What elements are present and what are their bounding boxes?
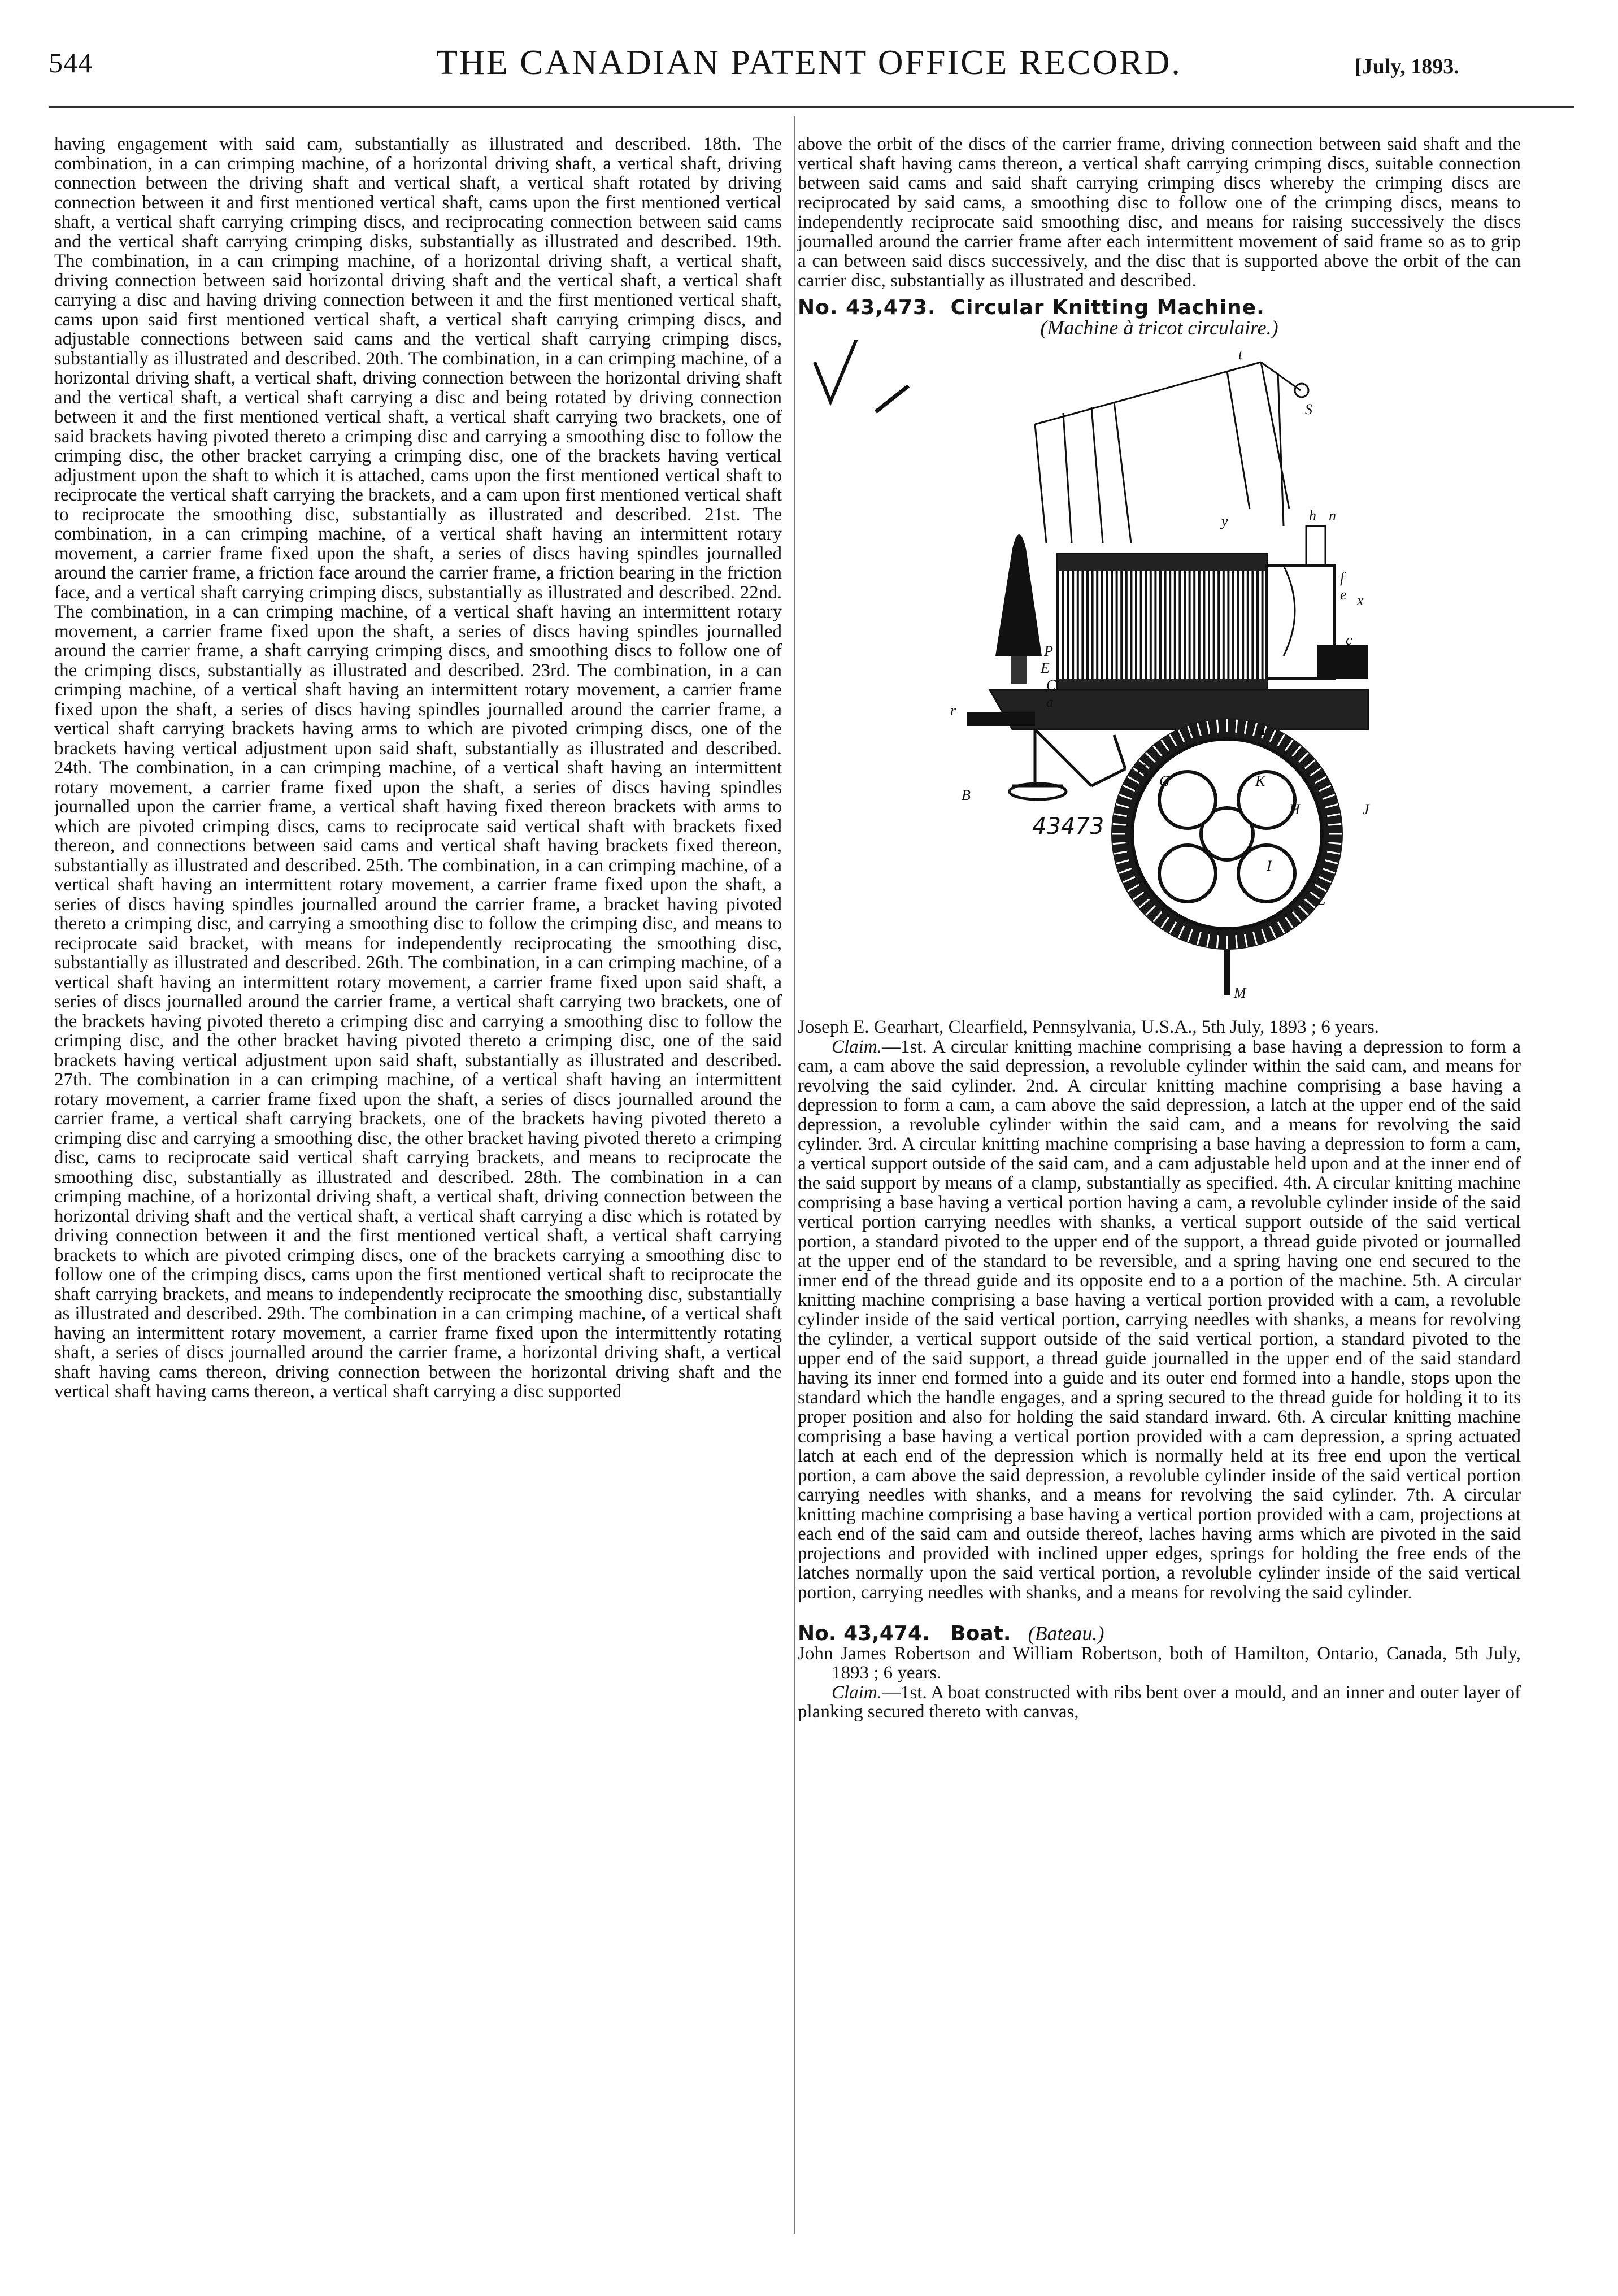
- needle-cylinder: [1058, 554, 1267, 695]
- pen-stroke-mark: [876, 386, 908, 412]
- figure-label: F: [1137, 762, 1146, 778]
- figure-label: M: [1234, 985, 1246, 1001]
- figure-label: B: [962, 787, 971, 803]
- figure-label: J: [1363, 801, 1369, 817]
- claim-label: Claim.: [832, 1036, 882, 1057]
- figure-label: n: [1329, 507, 1336, 524]
- column-divider: [794, 116, 795, 2234]
- figure-label: A: [1188, 725, 1197, 741]
- figure-label: H: [1289, 801, 1300, 817]
- clamp-legs: [1010, 729, 1125, 799]
- figure-label: K: [1255, 773, 1265, 789]
- patent-inventor: Joseph E. Gearhart, Clearfield, Pennsylvania, U.S.A., 5th July, 1893 ; 6 years.: [798, 1017, 1379, 1037]
- claim-label: Claim.: [832, 1682, 882, 1703]
- figure-label: f: [1340, 569, 1345, 586]
- checkmark-icon: [815, 340, 859, 402]
- figure-label: x: [1357, 592, 1364, 608]
- patent-claims: [798, 1683, 1521, 1722]
- figure-label: G: [1159, 773, 1170, 789]
- patent-heading-43473: [798, 298, 1521, 318]
- knitting-machine-drawing: [798, 340, 1521, 1017]
- figure-label: a: [1046, 694, 1054, 710]
- figure-label: S: [1305, 401, 1312, 418]
- yarn-cone: [995, 534, 1042, 656]
- patent-title: Boat.: [950, 1622, 1011, 1645]
- figure-label: h: [1309, 507, 1316, 524]
- thread-guide-frame: [1035, 362, 1301, 543]
- figure-label: t: [1238, 346, 1243, 363]
- figure-label: r: [950, 702, 956, 719]
- patent-number: No. 43,473.: [798, 296, 936, 319]
- left-column-text: having engagement with said cam, substantially as illustrated and described. 18th. The combination, in a can crimping machine, of a horizontal driving shaft, a vertical shaft, driving connection between the driving shaft and vertical shaft, a vertical shaft rotated by driving connection between it and first mentioned vertical shaft, cams upon the first mentioned vertical shaft, a vertical shaft carrying crimping discs, and reciprocating connection between said cams and the vertical shaft carrying crimping disks, substantially as illustrated and described. 19th. The combination, in a can crimping machine, of a horizontal driving shaft, a vertical shaft, driving connection between said horizontal driving shaft and the vertical shaft, a vertical shaft carrying a disc and having driving connection between it and the first mentioned vertical shaft, cams upon said first mentioned vertical shaft, a vertical shaft carrying crimping discs, and adjustable connections between said cams and the vertical shaft carrying crimping discs, substantially as illustrated and described. 20th. The combination, in a can crimping machine, of a horizontal driving shaft, a vertical shaft, driving connection between the horizontal driving shaft and the vertical shaft, a vertical shaft carrying a disc and being rotated by driving connection between it and the first mentioned vertical shaft, a vertical shaft carrying two brackets, one of said brackets having pivoted thereto a crimping disc and carrying a smoothing disc to follow the crimping disc, the other bracket carrying a crimping disc, one of the brackets having vertical adjustment upon the shaft to which it is attached, cams upon the first mentioned vertical shaft to reciprocate the vertical shaft carrying the brackets, and a cam upon first mentioned vertical shaft to reciprocate the smoothing disc, substantially as illustrated and described. 21st. The combination, in a can crimping machine, of a vertical shaft having an intermittent rotary movement, a carrier frame fixed upon the shaft, a series of discs having spindles journalled around the carrier frame, a friction face around the carrier frame, a friction bearing in the friction face, and a vertical shaft carrying crimping discs, substantially as illustrated and described. 22nd. The combination, in a can crimping machine, of a vertical shaft having an intermittent rotary movement, a carrier frame fixed upon the shaft, a series of discs having spindles journalled around the carrier frame, a shaft carrying crimping discs, and smoothing discs to follow one of the crimping discs, substantially as illustrated and described. 23rd. The combination, in a can crimping machine, of a vertical shaft having an intermittent rotary movement, a carrier frame fixed upon the shaft, a series of discs having spindles journalled around the carrier frame, a vertical shaft carrying brackets having arms to which are pivoted crimping discs, one of the brackets having vertical adjustment upon said shaft, substantially as illustrated and described. 24th. The combination, in a can crimping machine, of a vertical shaft having an intermittent rotary movement, a carrier frame fixed upon the shaft, a series of discs having spindles journalled upon the carrier frame, a vertical shaft having fixed thereon brackets with arms to which are pivoted crimping discs, cams to reciprocate said vertical shaft with brackets fixed thereon, and connections between said cams and vertical shaft having brackets fixed thereon, substantially as illustrated and described. 25th. The combination, in a can crimping machine, of a vertical shaft having an intermittent rotary movement, a carrier frame fixed upon the shaft, a series of discs having spindles journalled around the carrier frame, a bracket having pivoted thereto a crimping disc, and carrying a smoothing disc to follow the crimping disc, and means to reciprocate said bracket, with means for independently reciprocating the smoothing disc, substantially as illustrated and described. 26th. The combination, in a can crimping machine, of a vertical shaft having an intermittent rotary movement, a carrier frame fixed upon said shaft, a series of discs journalled around the carrier frame, a vertical shaft carrying two brackets, one of the brackets having pivoted thereto a crimping disc and carrying a smoothing disc to follow the crimping disc, and the other bracket having pivoted thereto a crimping disc, one of the said brackets having vertical adjustment upon said shaft, substantially as illustrated and described. 27th. The combination in a can crimping machine, of a vertical shaft having an intermittent rotary movement, a carrier frame fixed upon the shaft, a series of discs journalled around the carrier frame, a vertical shaft carrying brackets, one of the brackets having pivoted thereto a crimping disc and carrying a smoothing disc, the other bracket having pivoted thereto a crimping disc, cams to reciprocate said vertical shaft carrying brackets, and means to reciprocate the smoothing disc, substantially as illustrated and described. 28th. The combination in a can crimping machine, of a horizontal driving shaft, a vertical shaft, driving connection between the horizontal driving shaft and the vertical shaft, a vertical shaft carrying a disc which is rotated by driving connection between it and the first mentioned vertical shaft, a vertical shaft carrying brackets to which are pivoted crimping discs, one of the brackets carrying a smoothing disc to follow one of the crimping discs, cams upon the first mentioned vertical shaft to reciprocate the shaft carrying brackets, and means to independently reciprocate the smoothing disc, substantially as illustrated and described. 29th. The combination in a can crimping machine, of a vertical shaft having an intermittent rotary movement, a carrier frame fixed upon the intermittently rotating shaft, a series of discs journalled around the carrier frame, a horizontal driving shaft, a vertical shaft having cams thereon, driving connection between the horizontal driving shaft and the vertical shaft having cams thereon, a vertical shaft carrying a disc supported: [54, 134, 782, 1402]
- journal-title: THE CANADIAN PATENT OFFICE RECORD.: [436, 44, 1182, 82]
- patent-heading-43474: [798, 1624, 1521, 1644]
- header-rule: [49, 106, 1574, 108]
- knitting-machine-figure: [798, 340, 1521, 1017]
- claims-text: —1st. A boat constructed with ribs bent over a mould, and an inner and outer layer of planking secured thereto with canvas,: [798, 1682, 1521, 1722]
- figure-label: C: [1046, 677, 1056, 693]
- figure-label: I: [1267, 858, 1272, 874]
- figure-label: E: [1041, 660, 1050, 676]
- page-header: [0, 0, 1618, 113]
- page-number: 544: [49, 47, 93, 79]
- figure-label: P: [1044, 643, 1053, 659]
- handwritten-patent-number: 43473: [1032, 814, 1104, 840]
- claims-text: —1st. A circular knitting machine comprising a base having a depression to form a cam, a cam above the said depression, a revoluble cylinder within the said cam, and means for revolving the said cylinder. 2nd. A circular knitting machine comprising a base having a depression to form a cam, a cam above the said depression, a latch at the upper end of the said depression, a revoluble cylinder within the said cam, and a means for revolving the said cylinder. 3rd. A circular knitting machine comprising a base having a depression to form a cam, a vertical support outside of the said cam, and a cam adjustable held upon and at the inner end of the said support by means of a clamp, substantially as specified. 4th. A circular knitting machine comprising a base having a vertical portion having a cam, a revoluble cylinder inside of the said vertical portion carrying needles with shanks, a vertical support outside of the said vertical portion, a standard pivoted to the upper end of the support, a thread guide pivoted or journalled at the upper end of the standard to be reversible, and a spring having one end secured to the inner end of the thread guide and its opposite end to a a portion of the machine. 5th. A circular knitting machine comprising a base having a vertical portion provided with a cam, a revoluble cylinder inside of the said vertical portion, carrying needles with shanks, a means for revolving the cylinder, a vertical support outside of the said vertical portion, a standard pivoted to the upper end of the said support, a thread guide journalled in the upper end of the said standard having its inner end formed into a guide and its outer end formed into a handle, stops upon the standard which the handle engages, and a spring secured to the thread guide for holding it to its proper position and also for holding the said standard inward. 6th. A circular knitting machine comprising a base having a vertical portion provided with a cam depression, a spring actuated latch at each end of the depression which is normally held at its free end upon the vertical portion, a cam above the said depression, a revoluble cylinder inside of the said vertical portion carrying needles with shanks, and a means for revolving the said cylinder. 7th. A circular knitting machine comprising a base having a vertical portion provided with a cam, projections at each end of the said cam and outside thereof, laches having arms which are pivoted in the said projections and provided with inclined upper edges, springs for holding the free ends of the latches normally upon the said vertical portion, a revoluble cylinder inside of the said vertical portion, carrying needles with shanks, and a means for revolving the said cylinder.: [798, 1036, 1521, 1603]
- issue-date: [July, 1893.: [1355, 55, 1459, 79]
- patent-claims: [798, 1037, 1521, 1603]
- patent-title: Circular Knitting Machine.: [950, 296, 1265, 319]
- figure-label: L: [1317, 892, 1326, 908]
- right-column: [798, 134, 1521, 1722]
- patent-french-title: (Bateau.): [1028, 1622, 1104, 1645]
- left-column: [54, 134, 782, 1402]
- figure-label: y: [1221, 513, 1228, 529]
- figure-label: c: [1346, 632, 1352, 648]
- patent-number: No. 43,474.: [798, 1622, 930, 1645]
- patent-french-title: (Machine à tricot circulaire.): [1040, 316, 1278, 339]
- patent-inventor: John James Robertson and William Robertson, both of Hamilton, Ontario, Canada, 5th July, 1893 ; 6 years.: [798, 1643, 1521, 1683]
- figure-label: e: [1340, 586, 1347, 603]
- continued-claims-text: above the orbit of the discs of the carrier frame, driving connection between said shaft and the vertical shaft having cams thereon, a vertical shaft carrying crimping discs, suitable connection between said cams and said shaft carrying crimping discs whereby the crimping discs are reciprocated by said cams, a smoothing disc to follow one of the crimping discs, means to independently reciprocate said smoothing disc, and means for raising successively the discs journalled around the carrier frame after each intermittent movement of said frame so as to grip a can between said discs successively, and the disc that is supported above the orbit of the can carrier disc, substantially as illustrated and described.: [798, 134, 1521, 291]
- figure-label: R: [1340, 666, 1349, 682]
